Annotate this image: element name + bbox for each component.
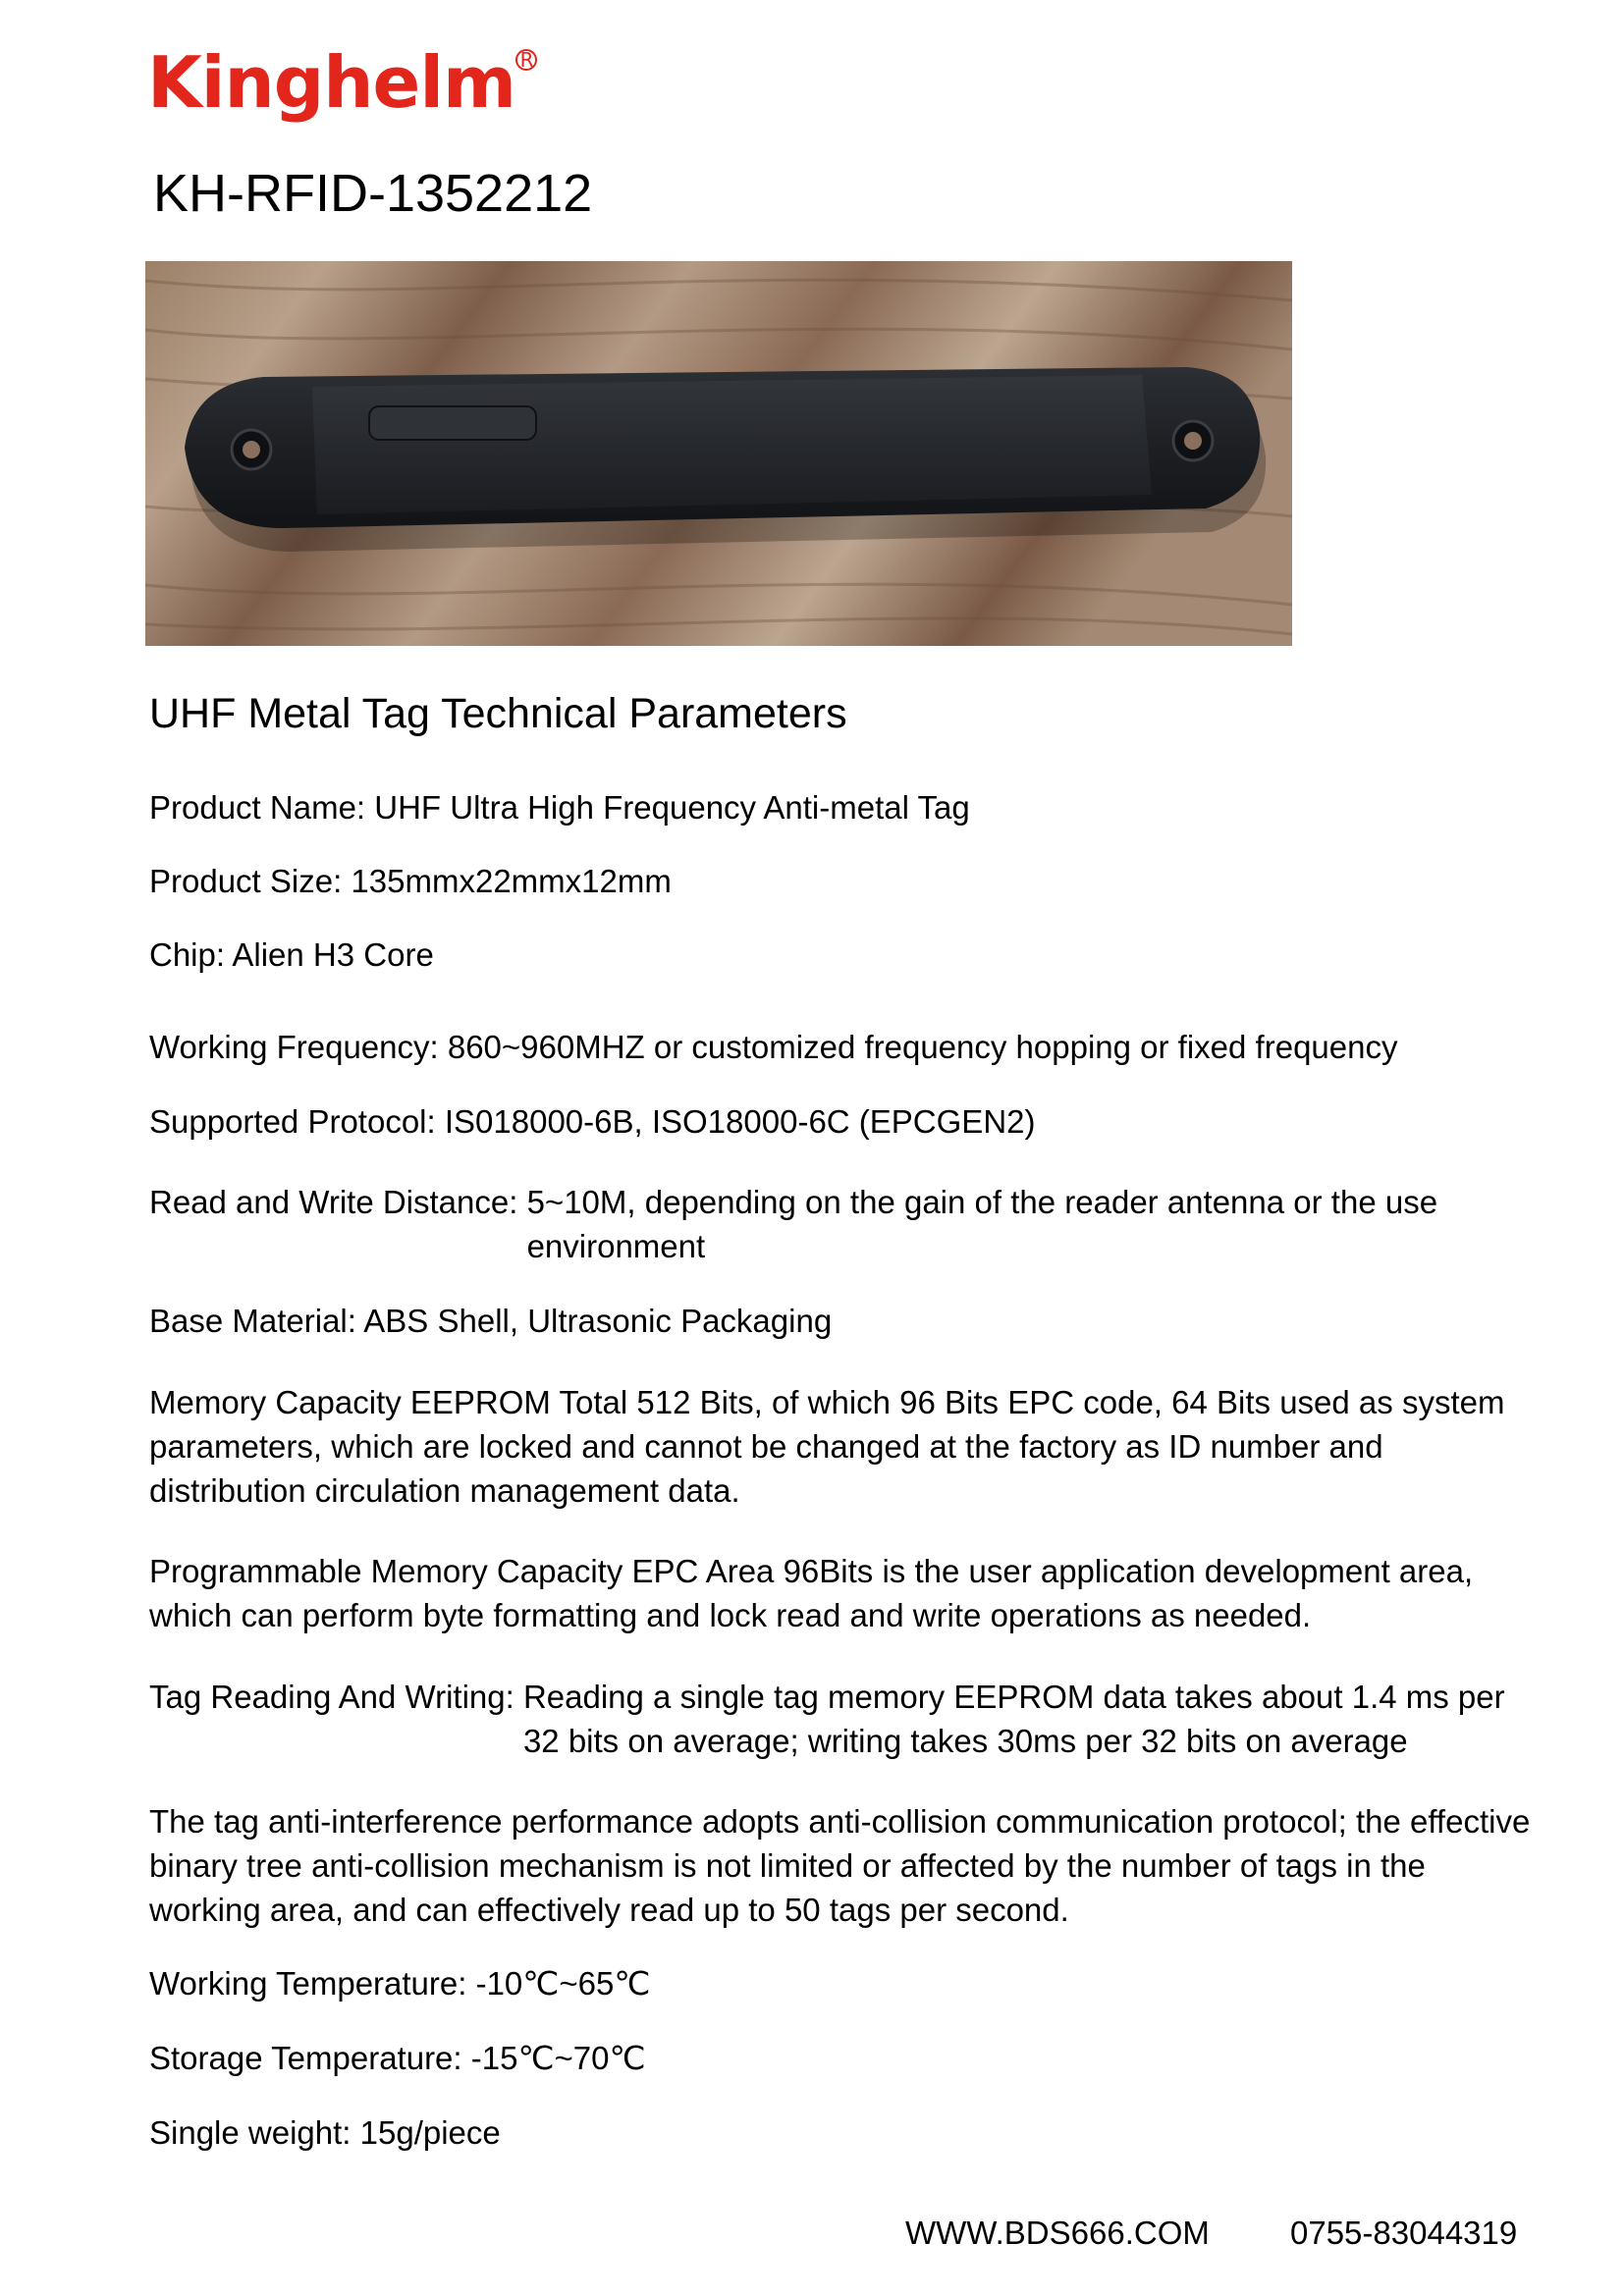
- brand-logo: [147, 41, 533, 124]
- param-working-frequency: Working Frequency: 860~960MHZ or customized frequency hopping or fixed frequency: [149, 1029, 1398, 1065]
- registered-mark-icon: R: [515, 49, 537, 71]
- param-single-weight: Single weight: 15g/piece: [149, 2114, 501, 2151]
- param-storage-temperature: Storage Temperature: -15℃~70℃: [149, 2040, 646, 2076]
- param-anti-interference: The tag anti-interference performance adopts anti-collision communication protocol; the effective binary tree anti-collision mechanism is not limited or affected by the number of tags in the working area, and can effectively read up to 50 tags per second.: [149, 1803, 1531, 1928]
- brand-logo-text: Kinghelm: [147, 41, 516, 124]
- param-tag-reading-writing: [149, 1675, 1534, 1763]
- footer-website-link[interactable]: WWW.BDS666.COM: [905, 2215, 1210, 2251]
- section-title: UHF Metal Tag Technical Parameters: [149, 690, 847, 737]
- param-memory-capacity: Memory Capacity EEPROM Total 512 Bits, of which 96 Bits EPC code, 64 Bits used as system parameters, which are locked and cannot be changed at the factory as ID number and distribution circulation management data.: [149, 1384, 1505, 1509]
- param-product-size: Product Size: 135mmx22mmx12mm: [149, 863, 672, 899]
- param-chip: Chip: Alien H3 Core: [149, 936, 434, 973]
- param-working-temperature: Working Temperature: -10℃~65℃: [149, 1965, 651, 2002]
- model-number: KH-RFID-1352212: [153, 164, 593, 223]
- param-rw-distance: [149, 1180, 1534, 1268]
- param-base-material: Base Material: ABS Shell, Ultrasonic Packaging: [149, 1303, 833, 1339]
- param-tag-rw-label: Tag Reading And Writing:: [149, 1679, 523, 1715]
- rfid-metal-tag-photo: [145, 261, 1292, 646]
- footer-phone: 0755-83044319: [1290, 2215, 1518, 2251]
- parameter-list: [149, 785, 1534, 2155]
- param-product-name: Product Name: UHF Ultra High Frequency Anti-metal Tag: [149, 789, 970, 826]
- param-supported-protocol: Supported Protocol: IS018000-6B, ISO18000-6C (EPCGEN2): [149, 1103, 1036, 1140]
- tag-raised-body: [312, 375, 1152, 514]
- param-tag-rw-value: Reading a single tag memory EEPROM data takes about 1.4 ms per 32 bits on average; writing takes 30ms per 32 bits on average: [522, 1679, 1505, 1759]
- param-rw-distance-value: 5~10M, depending on the gain of the reader antenna or the use environment: [526, 1184, 1438, 1264]
- tag-label-recess: [369, 406, 536, 440]
- param-rw-distance-label: Read and Write Distance:: [149, 1184, 527, 1220]
- param-programmable-memory: Programmable Memory Capacity EPC Area 96Bits is the user application development area, which can perform byte formatting and lock read and write operations as needed.: [149, 1553, 1474, 1633]
